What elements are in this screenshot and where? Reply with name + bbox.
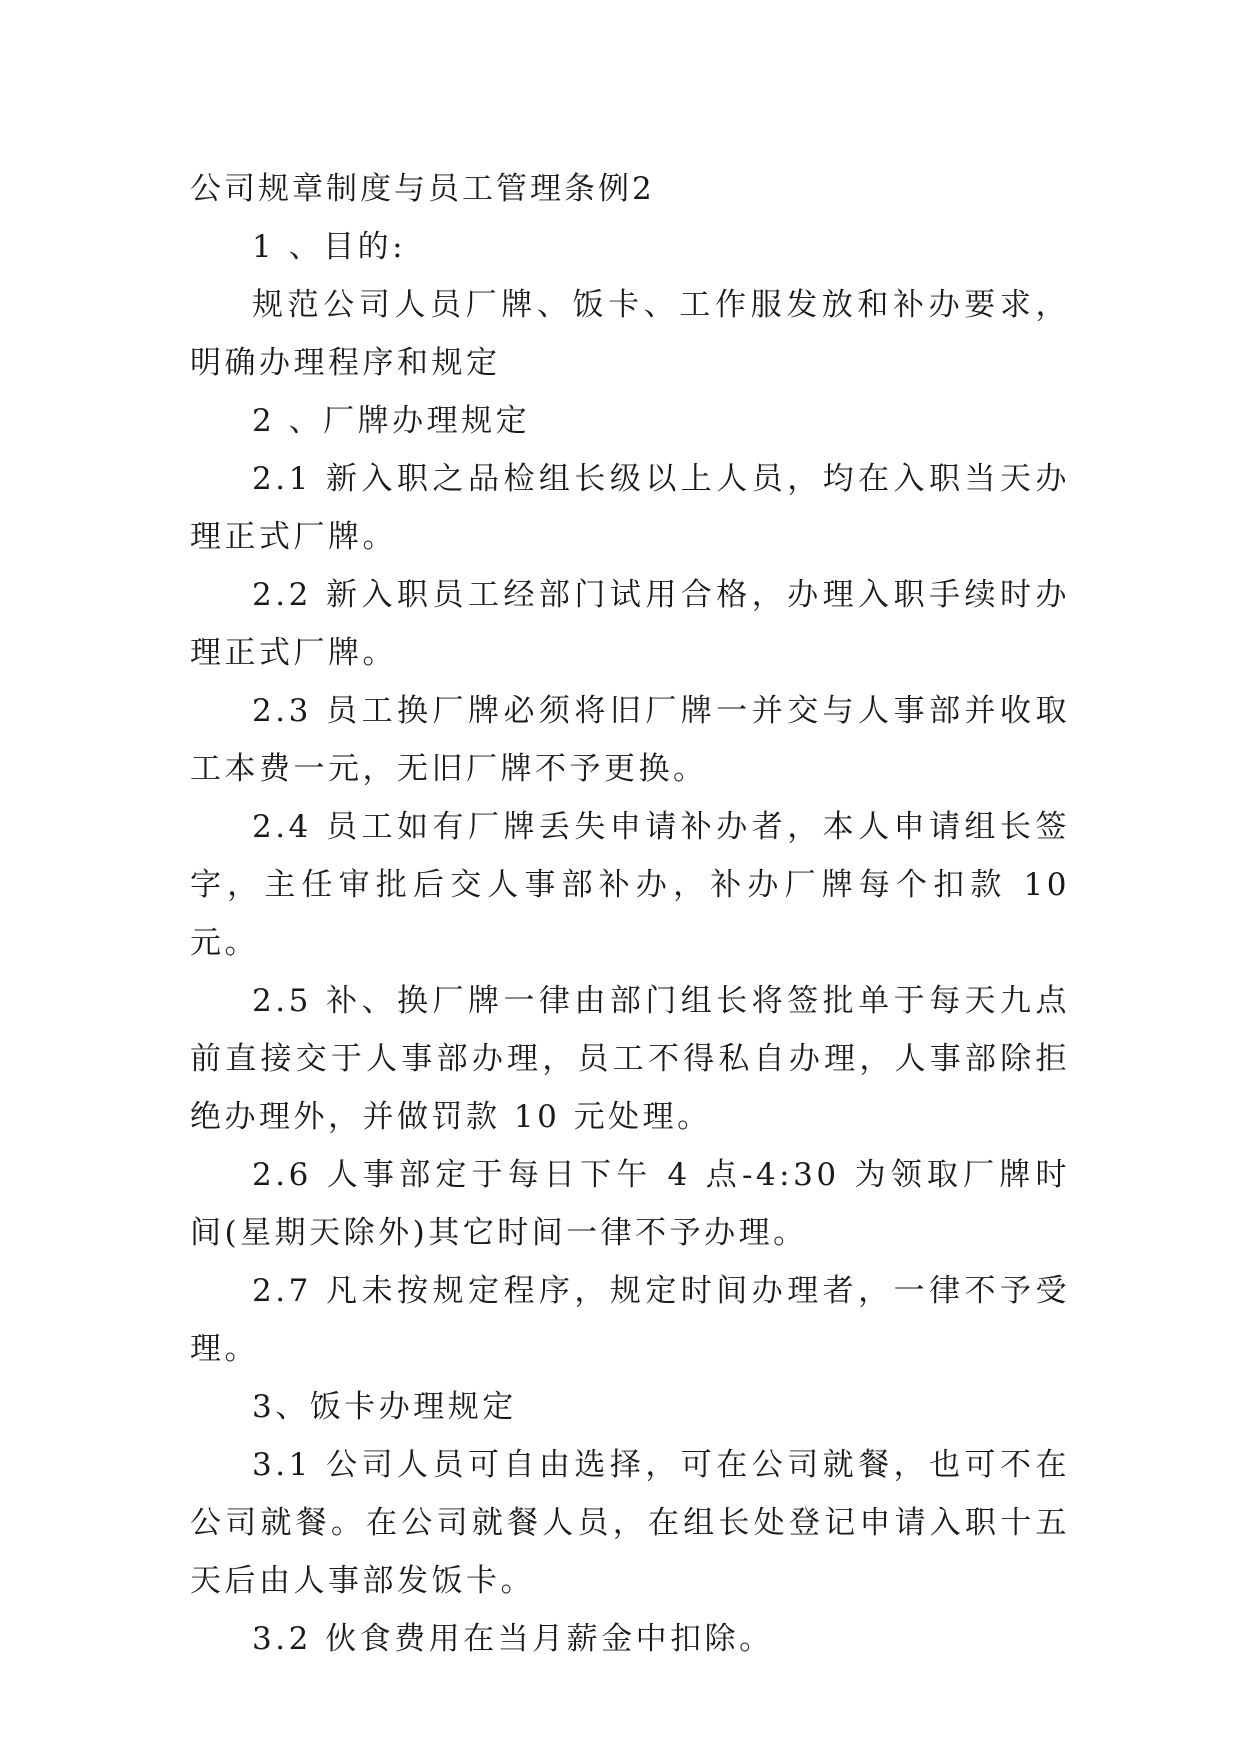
section-2-heading: 2 、厂牌办理规定	[252, 403, 531, 439]
rule-2-7: 2.7 凡未按规定程序，规定时间办理者，一律不予受理。	[190, 1273, 1070, 1367]
purpose-text: 规范公司人员厂牌、饭卡、工作服发放和补办要求，明确办理程序和规定	[190, 287, 1070, 381]
rule-2-5: 2.5 补、换厂牌一律由部门组长将签批单于每天九点前直接交于人事部办理，员工不得私自办理，人事部除拒绝办理外，并做罚款 10 元处理。	[190, 983, 1070, 1135]
rule-2-6: 2.6 人事部定于每日下午 4 点-4:30 为领取厂牌时间(星期天除外)其它时间一律不予办理。	[190, 1157, 1070, 1251]
section-1-heading: 1 、目的:	[252, 229, 407, 265]
rule-3-1: 3.1 公司人员可自由选择，可在公司就餐，也可不在公司就餐。在公司就餐人员，在组长处登记申请入职十五天后由人事部发饭卡。	[190, 1447, 1070, 1599]
rule-2-4: 2.4 员工如有厂牌丢失申请补办者，本人申请组长签字，主任审批后交人事部补办，补办厂牌每个扣款 10 元。	[190, 809, 1070, 961]
document-title: 公司规章制度与员工管理条例2	[190, 171, 655, 207]
rule-2-3: 2.3 员工换厂牌必须将旧厂牌一并交与人事部并收取工本费一元，无旧厂牌不予更换。	[190, 693, 1070, 787]
rule-3-2: 3.2 伙食费用在当月薪金中扣除。	[252, 1621, 774, 1657]
rule-2-1: 2.1 新入职之品检组长级以上人员，均在入职当天办理正式厂牌。	[190, 461, 1070, 555]
section-3-heading: 3、饭卡办理规定	[252, 1389, 517, 1425]
document-body	[190, 160, 1070, 1668]
rule-2-2: 2.2 新入职员工经部门试用合格，办理入职手续时办理正式厂牌。	[190, 577, 1070, 671]
